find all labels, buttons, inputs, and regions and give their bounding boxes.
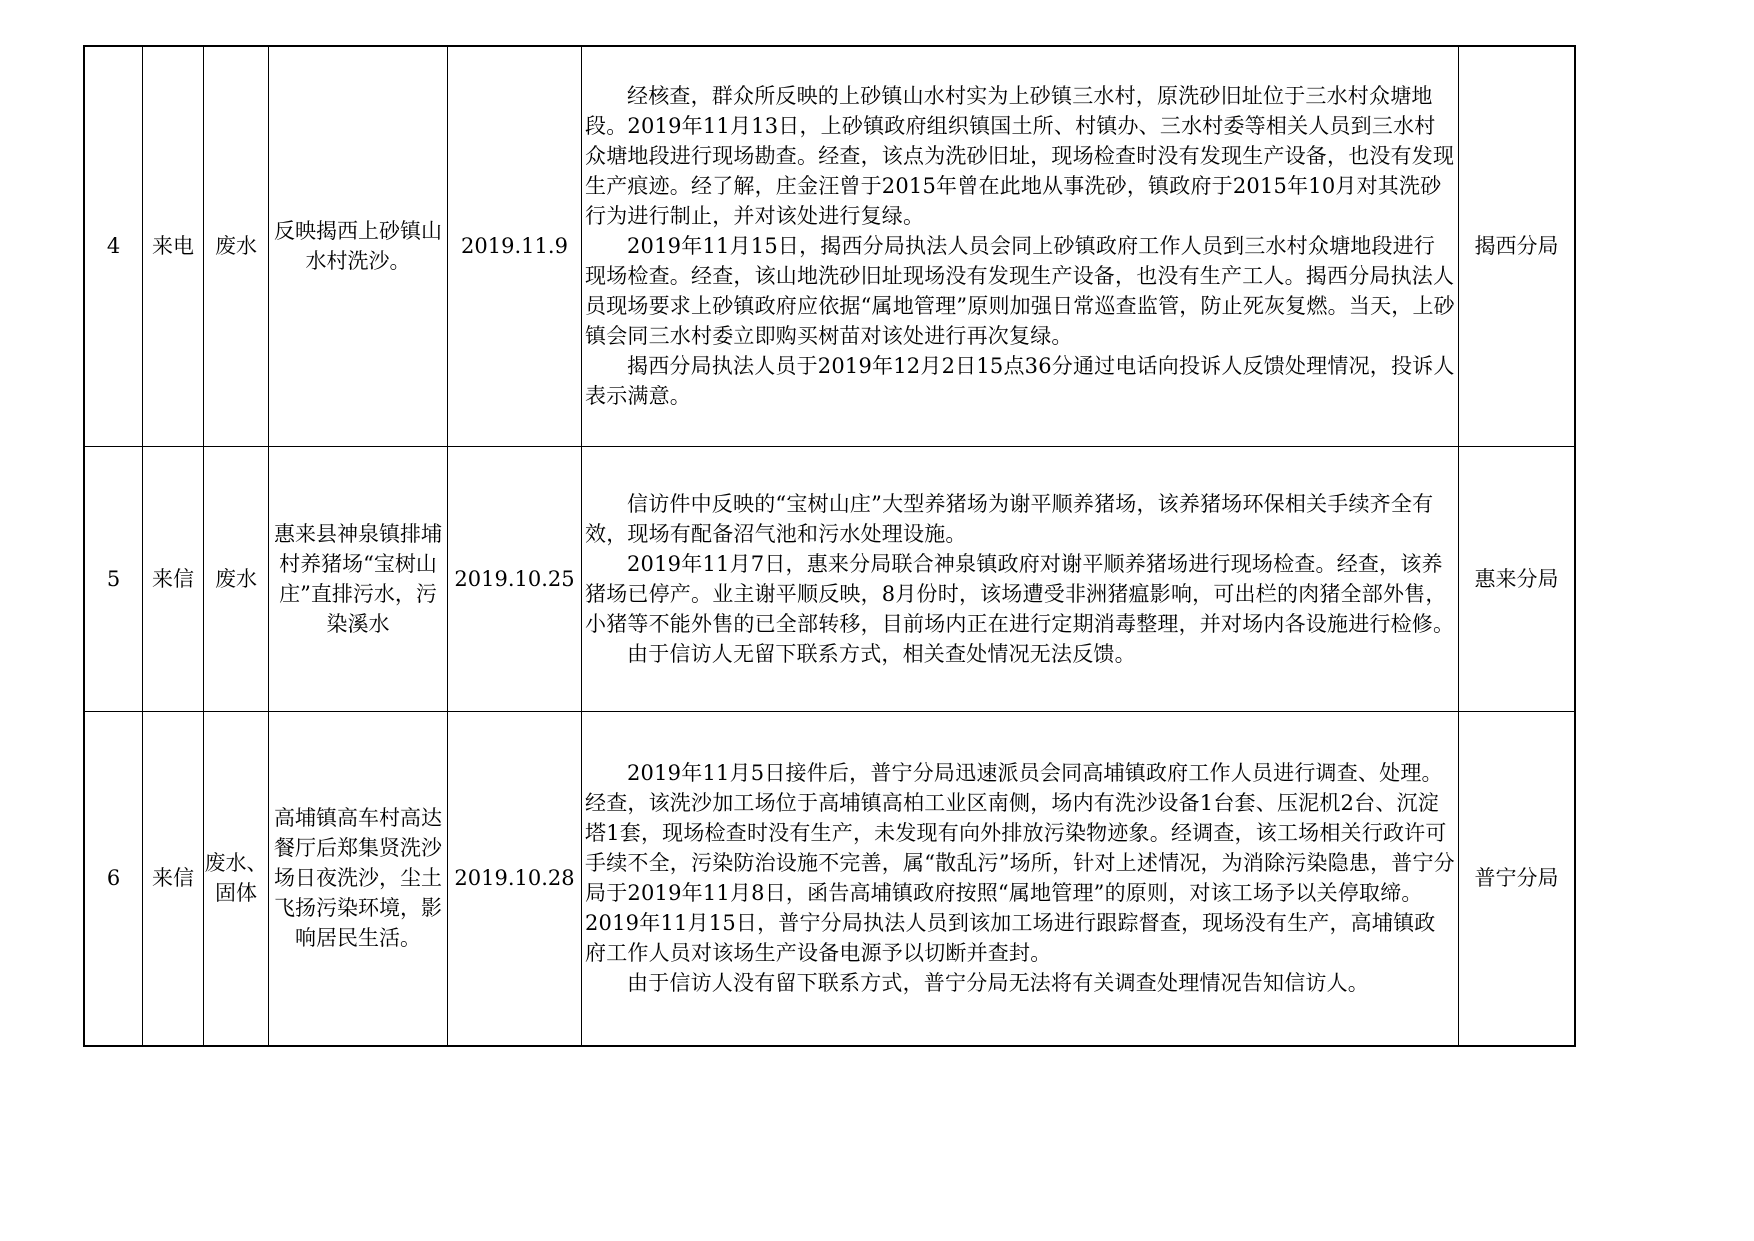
table-row <box>84 446 1575 711</box>
complaint-date: 2019.10.28 <box>448 711 582 1046</box>
result-paragraph: 揭西分局执法人员于2019年12月2日15点36分通过电话向投诉人反馈处理情况，投诉人表示满意。 <box>585 354 1455 409</box>
complaint-date: 2019.10.25 <box>448 446 582 711</box>
handling-result <box>582 446 1459 711</box>
pollution-category: 废水、固体 <box>204 711 269 1046</box>
result-paragraph: 信访件中反映的“宝树山庄”大型养猪场为谢平顺养猪场，该养猪场环保相关手续齐全有效，现场有配备沼气池和污水处理设施。 <box>585 491 1434 546</box>
result-paragraph: 经核查，群众所反映的上砂镇山水村实为上砂镇三水村，原洗砂旧址位于三水村众塘地段。2019年11月13日，上砂镇政府组织镇国土所、村镇办、三水村委等相关人员到三水村众塘地段进行现场勘查。经查，该点为洗砂旧址，现场检查时没有发现生产设备，也没有发现生产痕迹。经了解，庄金汪曾于2015年曾在此地从事洗砂，镇政府于2015年10月对其洗砂行为进行制止，并对该处进行复绿。 <box>585 84 1455 229</box>
complaint-source: 来信 <box>143 711 204 1046</box>
row-number: 5 <box>84 446 143 711</box>
issue-description: 高埔镇高车村高达餐厅后郑集贤洗沙场日夜洗沙，尘土飞扬污染环境，影响居民生活。 <box>269 711 448 1046</box>
result-paragraph: 由于信访人没有留下联系方式，普宁分局无法将有关调查处理情况告知信访人。 <box>627 971 1369 996</box>
handling-unit: 揭西分局 <box>1459 46 1576 446</box>
handling-result <box>582 46 1459 446</box>
table-row <box>84 46 1575 446</box>
handling-unit: 惠来分局 <box>1459 446 1576 711</box>
complaint-date: 2019.11.9 <box>448 46 582 446</box>
handling-unit: 普宁分局 <box>1459 711 1576 1046</box>
result-paragraph: 2019年11月7日，惠来分局联合神泉镇政府对谢平顺养猪场进行现场检查。经查，该养猪场已停产。业主谢平顺反映，8月份时，该场遭受非洲猪瘟影响，可出栏的肉猪全部外售，小猪等不能外售的已全部转移，目前场内正在进行定期消毒整理，并对场内各设施进行检修。 <box>585 551 1455 636</box>
pollution-category: 废水 <box>204 446 269 711</box>
table-row <box>84 711 1575 1046</box>
complaint-source: 来信 <box>143 446 204 711</box>
issue-description: 惠来县神泉镇排埔村养猪场“宝树山庄”直排污水，污染溪水 <box>269 446 448 711</box>
row-number: 4 <box>84 46 143 446</box>
pollution-category: 废水 <box>204 46 269 446</box>
result-paragraph: 由于信访人无留下联系方式，相关查处情况无法反馈。 <box>627 641 1136 666</box>
result-paragraph: 2019年11月15日，揭西分局执法人员会同上砂镇政府工作人员到三水村众塘地段进行现场检查。经查，该山地洗砂旧址现场没有发现生产设备，也没有生产工人。揭西分局执法人员现场要求上砂镇政府应依据“属地管理”原则加强日常巡查监管，防止死灰复燃。当天，上砂镇会同三水村委立即购买树苗对该处进行再次复绿。 <box>585 234 1455 349</box>
complaint-source: 来电 <box>143 46 204 446</box>
handling-result <box>582 711 1459 1046</box>
complaint-table <box>83 45 1576 1047</box>
row-number: 6 <box>84 711 143 1046</box>
result-paragraph: 2019年11月5日接件后，普宁分局迅速派员会同高埔镇政府工作人员进行调查、处理。经查，该洗沙加工场位于高埔镇高柏工业区南侧，场内有洗沙设备1台套、压泥机2台、沉淀塔1套，现场检查时没有生产，未发现有向外排放污染物迹象。经调查，该工场相关行政许可手续不全，污染防治设施不完善，属“散乱污”场所，针对上述情况，为消除污染隐患，普宁分局于2019年11月8日，函告高埔镇政府按照“属地管理”的原则，对该工场予以关停取缔。2019年11月15日，普宁分局执法人员到该加工场进行跟踪督查，现场没有生产，高埔镇政府工作人员对该场生产设备电源予以切断并查封。 <box>585 761 1455 966</box>
issue-description: 反映揭西上砂镇山水村洗沙。 <box>269 46 448 446</box>
